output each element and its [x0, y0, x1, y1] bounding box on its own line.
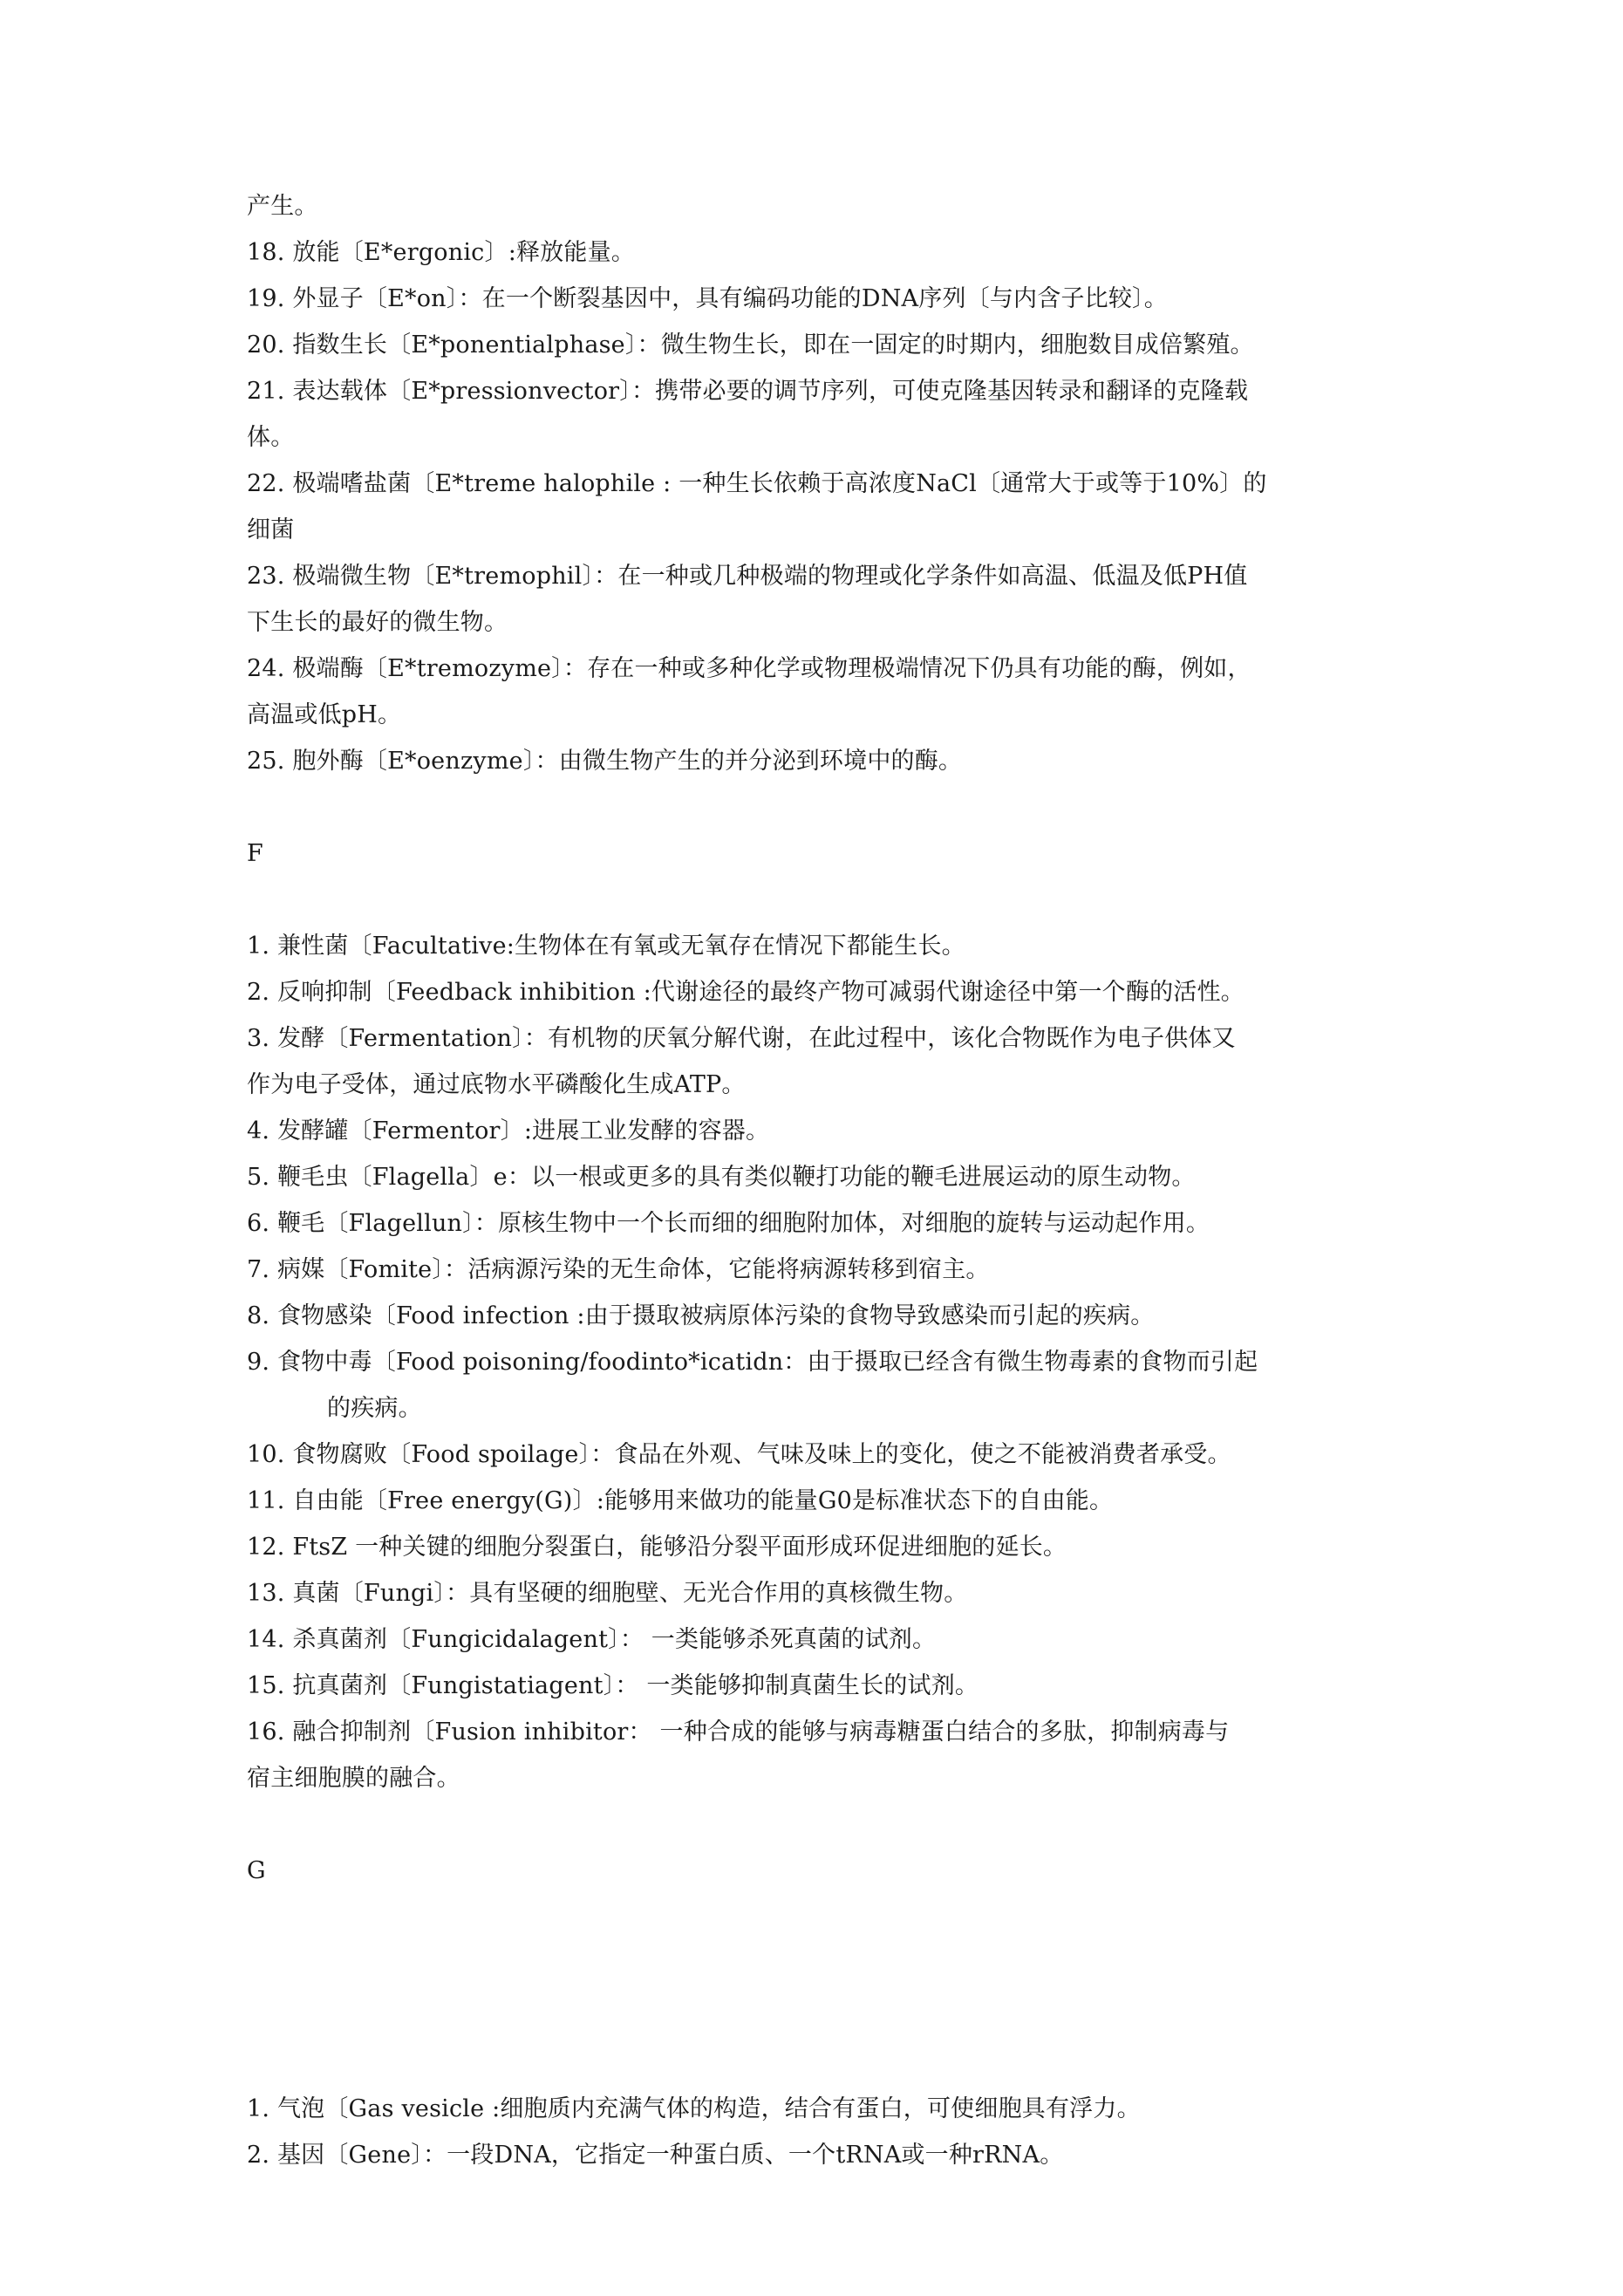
term-entry: 2. 反响抑制〔Feedback inhibition :代谢途径的最终产物可减弱代谢途径中第一个酶的活性。 — [247, 979, 1245, 1006]
term-entry: 11. 自由能〔Free energy(G)〕:能够用来做功的能量G0是标准状态下的自由能。 — [247, 1487, 1114, 1514]
term-entry: 14. 杀真菌剂〔Fungicidalagent〕： 一类能够杀死真菌的试剂。 — [247, 1626, 937, 1653]
document-page — [247, 183, 1398, 2178]
term-entry: 1. 兼性菌〔Facultative:生物体在有氧或无氧存在情况下都能生长。 — [247, 933, 965, 960]
term-entry: 3. 发酵〔Fermentation〕：有机物的厌氧分解代谢，在此过程中，该化合物既作为电子供体又 — [247, 1025, 1236, 1052]
term-entry-continuation: 宿主细胞膜的融合。 — [247, 1765, 460, 1792]
term-entry: 25. 胞外酶〔E*oenzyme〕：由微生物产生的并分泌到环境中的酶。 — [247, 748, 963, 775]
term-entry-continuation: 的疾病。 — [327, 1395, 422, 1422]
term-entry: 21. 表达载体〔E*pressionvector〕：携带必要的调节序列，可使克隆基因转录和翻译的克隆载 — [247, 378, 1249, 405]
term-entry: 9. 食物中毒〔Food poisoning/foodinto*icatidn：由于摄取已经含有微生物毒素的食物而引起 — [247, 1349, 1258, 1376]
term-entry: 4. 发酵罐〔Fermentor〕:进展工业发酵的容器。 — [247, 1117, 770, 1145]
section-heading-f: F — [247, 840, 263, 867]
term-entry-continuation: 体。 — [247, 424, 295, 451]
term-entry-continuation: 高温或低pH。 — [247, 701, 402, 728]
term-entry: 24. 极端酶〔E*tremozyme〕：存在一种或多种化学或物理极端情况下仍具有功能的酶，例如， — [247, 655, 1251, 682]
section-f — [247, 923, 1398, 1801]
term-entry: 7. 病媒〔Fomite〕：活病源污染的无生命体，它能将病源转移到宿主。 — [247, 1256, 990, 1283]
term-entry: 23. 极端微生物〔E*tremophil〕：在一种或几种极端的物理或化学条件如高温、低温及低PH值 — [247, 563, 1248, 590]
section-e — [247, 183, 1398, 784]
term-entry: 1. 气泡〔Gas vesicle :细胞质内充满气体的构造，结合有蛋白，可使细胞具有浮力。 — [247, 2095, 1141, 2122]
term-entry: 16. 融合抑制剂〔Fusion inhibitor： 一种合成的能够与病毒糖蛋白结合的多肽，抑制病毒与 — [247, 1719, 1230, 1746]
term-entry: 13. 真菌〔Fungi〕：具有坚硬的细胞壁、无光合作用的真核微生物。 — [247, 1580, 968, 1607]
term-entry: 15. 抗真菌剂〔Fungistatiagent〕： 一类能够抑制真菌生长的试剂。 — [247, 1672, 979, 1699]
term-entry: 5. 鞭毛虫〔Flagella〕e：以一根或更多的具有类似鞭打功能的鞭毛进展运动的原生动物。 — [247, 1164, 1196, 1191]
term-entry: 12. FtsZ 一种关键的细胞分裂蛋白，能够沿分裂平面形成环促进细胞的延长。 — [247, 1534, 1067, 1561]
term-entry: 19. 外显子〔E*on〕：在一个断裂基因中，具有编码功能的DNA序列〔与内含子比较〕。 — [247, 285, 1168, 312]
term-entry: 20. 指数生长〔E*ponentialphase〕：微生物生长，即在一固定的时期内，细胞数目成倍繁殖。 — [247, 331, 1254, 359]
term-entry: 18. 放能〔E*ergonic〕:释放能量。 — [247, 239, 635, 266]
term-entry-continuation: 作为电子受体，通过底物水平磷酸化生成ATP。 — [247, 1071, 746, 1098]
term-entry-continuation: 下生长的最好的微生物。 — [247, 609, 508, 636]
term-entry-continuation: 细菌 — [247, 516, 295, 543]
term-entry: 6. 鞭毛〔Flagellun〕：原核生物中一个长而细的细胞附加体，对细胞的旋转与运动起作用。 — [247, 1210, 1210, 1237]
term-entry: 2. 基因〔Gene〕：一段DNA，它指定一种蛋白质、一个tRNA或一种rRNA。 — [247, 2142, 1064, 2169]
term-entry: 10. 食物腐败〔Food spoilage〕：食品在外观、气味及味上的变化，使之不能被消费者承受。 — [247, 1441, 1231, 1468]
term-entry: 8. 食物感染〔Food infection :由于摄取被病原体污染的食物导致感染而引起的疾病。 — [247, 1302, 1155, 1329]
section-g — [247, 2086, 1398, 2178]
section-heading-g: G — [247, 1857, 266, 1884]
term-entry: 22. 极端嗜盐菌〔E*treme halophile : 一种生长依赖于高浓度NaCl〔通常大于或等于10%〕的 — [247, 470, 1267, 497]
text-line: 产生。 — [247, 193, 318, 220]
